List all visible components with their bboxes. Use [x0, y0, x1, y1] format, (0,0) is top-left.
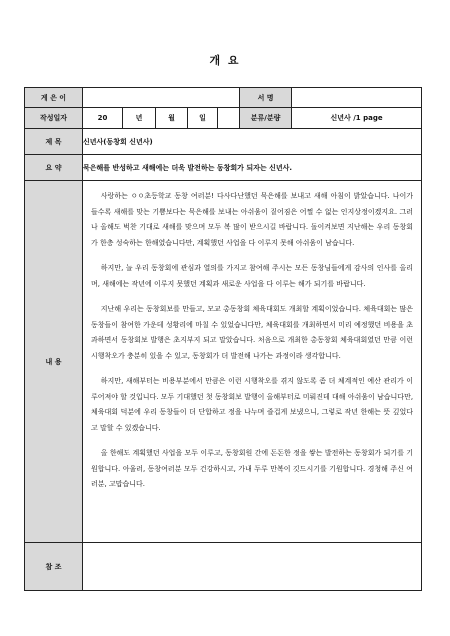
- summary-label: 요 약: [25, 155, 83, 181]
- date-year: 20: [83, 108, 123, 129]
- reference-row: [25, 543, 422, 591]
- date-month-unit: 월: [156, 108, 188, 129]
- date-year-unit: 년: [123, 108, 156, 129]
- content-paragraph: 올 한해도 계획했던 사업을 모두 이루고, 동창회원 간에 돈돈한 정을 쌓는 발전하는 동창회가 되기를 기원합니다. 아울러, 동창여러분 모두 건강하시고, 가내 두루 만복이 깃드시기를 기원합니다. 경청해 주신 여러분, 고맙습니다.: [91, 449, 414, 488]
- content-paragraph: 하지만, 새해부터는 비용부분에서 만큼은 이런 시행착오를 겪지 않도록 좀 더 체계적인 예산 관리가 이루어져야 할 것입니다. 모두 기대했던 첫 동창회보 발행이 올해부터로 미뤄진데 대해 아쉬움이 남습니다만, 체육대회 덕분에 우리 동창들이 더 단합하고 정을 나누며 즐겁게 보냈으니, 그렇로 작년 한해는 뜻 깊었다고 말할 수 있겠습니다.: [91, 377, 414, 432]
- summary-value: 묵은해를 반성하고 새해에는 더욱 발전하는 동창회가 되자는 신년사.: [83, 155, 422, 181]
- subject-value: 신년사(동창회 신년사): [83, 129, 422, 155]
- category-label: 분류/분량: [240, 108, 292, 129]
- page-title: 개 요: [209, 54, 241, 67]
- date-row: [25, 108, 422, 129]
- reference-label: 참 조: [25, 543, 83, 591]
- author-value[interactable]: [83, 88, 240, 108]
- signature-label: 서 명: [240, 88, 292, 108]
- signature-value[interactable]: [292, 88, 422, 108]
- author-row: [25, 88, 422, 108]
- date-blank: [218, 108, 240, 129]
- date-label: 작성일자: [25, 108, 83, 129]
- content-paragraph: 사랑하는 ㅇㅇ초등학교 동창 여러분! 다사다난했던 묵은해를 보내고 새해 아침이 밝았습니다. 나이가 들수록 새해를 맞는 기쁨보다는 묵은해를 보내는 아쉬움이 짙어짐은 어쩔 수 없는 인지상정이겠지요. 그러나 올해도 벅찬 기대로 새해를 맞으며 모두 복 많이 받으시길 바랍니다. 돌이켜보면 지난해는 우리 동창회가 한층 성숙하는 한해였습니다만, 계획했던 사업을 다 이루지 못해 아쉬움이 남습니다.: [91, 192, 414, 247]
- reference-value[interactable]: [83, 543, 422, 591]
- document-form-table: [24, 87, 422, 591]
- subject-row: [25, 129, 422, 155]
- date-day-unit: 일: [188, 108, 218, 129]
- content-label: 내 용: [25, 181, 83, 543]
- category-value: 신년사 /1 page: [292, 108, 422, 129]
- content-body: [83, 181, 422, 543]
- summary-row: [25, 155, 422, 181]
- content-paragraph: 하지만, 늘 우리 동창회에 관심과 열의를 가지고 참여해 주시는 모든 동창님들에게 감사의 인사를 올리며, 새해에는 작년에 이루지 못했던 계획과 새로운 사업을 다 이루는 해가 되기를 바랍니다.: [91, 264, 414, 288]
- content-paragraph: 지난해 우리는 동창회보를 만들고, 모교 총동창회 체육대회도 개최할 계획이었습니다. 체육대회는 많은 동창들이 참여한 가운데 성황리에 마칠 수 있었습니다만, 체육대회를 개최하면서 미리 예정했던 비용을 초과하면서 동창회보 발행은 초지부지 되고 말았습니다. 처음으로 개최한 총동창회 체육대회였던 만큼 이런 시행착오가 충분히 있을 수 있고, 동창회가 더 발전해 나가는 과정이라 생각합니다.: [91, 305, 414, 360]
- subject-label: 제 목: [25, 129, 83, 155]
- content-row: [25, 181, 422, 543]
- author-label: 게 은 이: [25, 88, 83, 108]
